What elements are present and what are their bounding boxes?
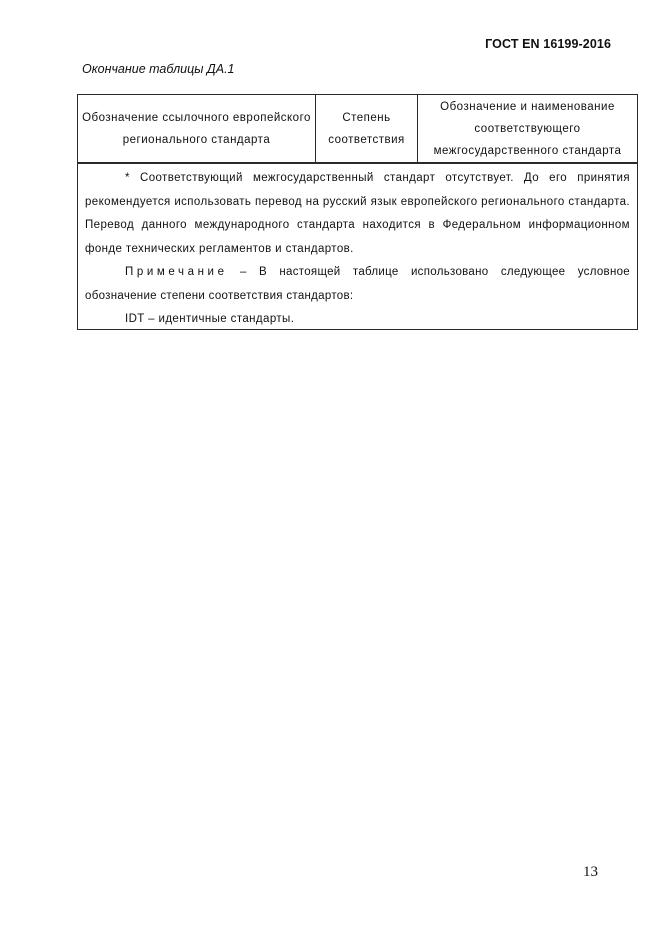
page-number: 13 xyxy=(583,864,598,880)
note-text: – В настоящей таблице использовано следующее условное обозначение степени соответствия стандартов: xyxy=(85,266,630,302)
document-code: ГОСТ EN 16199-2016 xyxy=(485,37,611,51)
header-cell-degree-of-conformity: Степень соответствия xyxy=(316,95,418,162)
table-caption: Окончание таблицы ДА.1 xyxy=(82,62,235,76)
footnote-paragraph: * Соответствующий межгосударственный стандарт отсутствует. До его принятия рекомендуется использовать перевод на русский язык европейского регионального стандарта. Перевод данного международного стандарта находится в Федеральном информационном фонде технических регламентов и стандартов. xyxy=(85,172,630,255)
note-label: Примечание xyxy=(125,266,228,278)
header-cell-reference-standard: Обозначение ссылочного европейского регионального стандарта xyxy=(78,95,316,162)
note-paragraph xyxy=(85,261,630,308)
table-header-row xyxy=(78,95,637,164)
header-cell-interstate-standard: Обозначение и наименование соответствующего межгосударственного стандарта xyxy=(433,100,622,157)
reference-table xyxy=(77,94,638,330)
legend-paragraph: IDT – идентичные стандарты. xyxy=(125,313,295,325)
table-notes-cell xyxy=(78,164,637,332)
